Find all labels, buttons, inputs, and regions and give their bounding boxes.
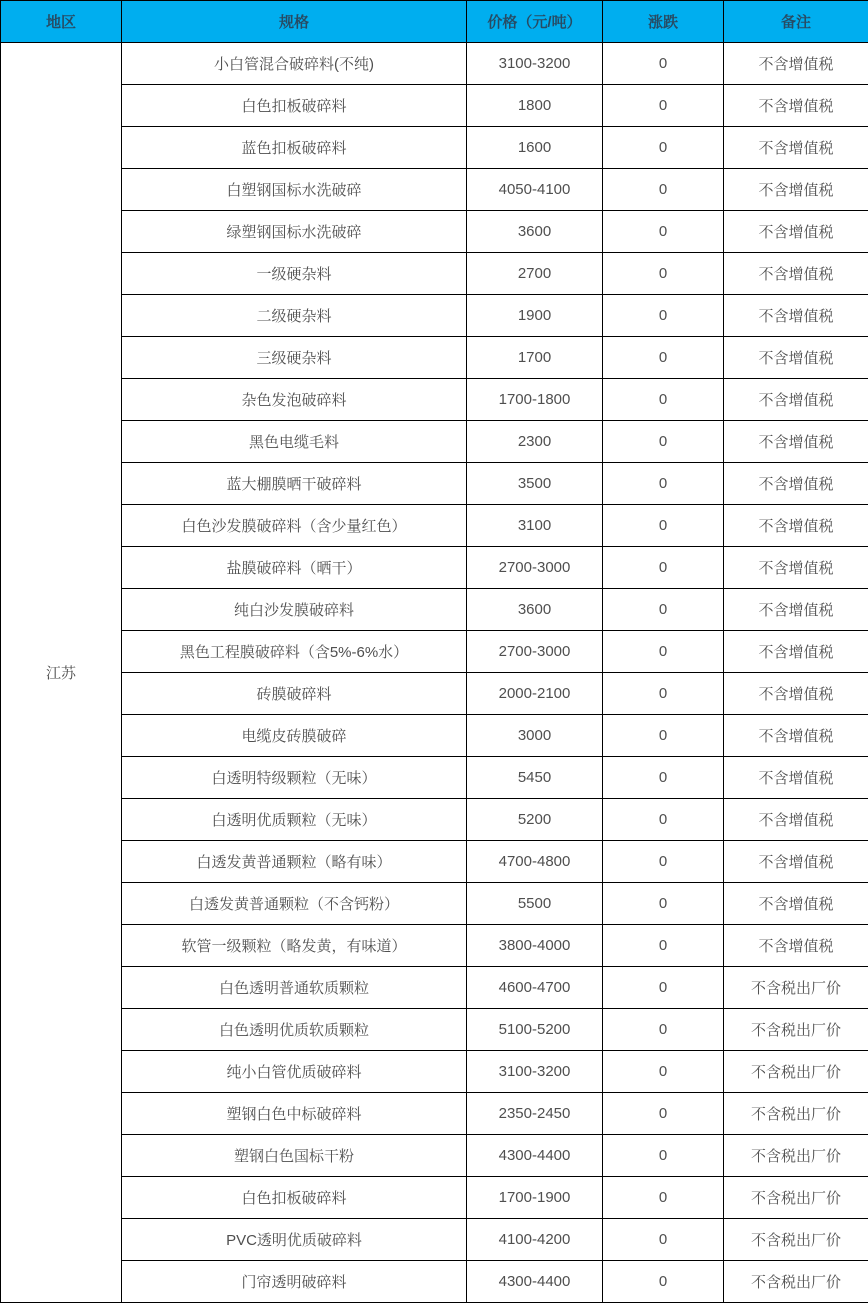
change-cell: 0 <box>603 631 724 673</box>
table-row <box>1 1009 868 1051</box>
spec-cell: 白塑钢国标水洗破碎 <box>122 169 467 211</box>
table-row <box>1 505 868 547</box>
spec-cell: 门帘透明破碎料 <box>122 1261 467 1303</box>
remark-cell: 不含增值税 <box>724 337 868 379</box>
change-cell: 0 <box>603 589 724 631</box>
table-row <box>1 295 868 337</box>
price-cell: 5200 <box>467 799 603 841</box>
price-cell: 5500 <box>467 883 603 925</box>
change-cell: 0 <box>603 883 724 925</box>
change-cell: 0 <box>603 211 724 253</box>
price-cell: 1600 <box>467 127 603 169</box>
spec-cell: 蓝大棚膜晒干破碎料 <box>122 463 467 505</box>
spec-cell: 砖膜破碎料 <box>122 673 467 715</box>
table-row <box>1 673 868 715</box>
header-spec: 规格 <box>122 1 467 43</box>
remark-cell: 不含税出厂价 <box>724 1009 868 1051</box>
table-row <box>1 337 868 379</box>
price-cell: 4300-4400 <box>467 1261 603 1303</box>
table-row <box>1 631 868 673</box>
spec-cell: 白色沙发膜破碎料（含少量红色） <box>122 505 467 547</box>
price-cell: 1700-1800 <box>467 379 603 421</box>
price-cell: 2300 <box>467 421 603 463</box>
spec-cell: 白透发黄普通颗粒（不含钙粉） <box>122 883 467 925</box>
change-cell: 0 <box>603 799 724 841</box>
change-cell: 0 <box>603 1219 724 1261</box>
price-cell: 3000 <box>467 715 603 757</box>
change-cell: 0 <box>603 505 724 547</box>
spec-cell: 白色扣板破碎料 <box>122 1177 467 1219</box>
remark-cell: 不含增值税 <box>724 589 868 631</box>
remark-cell: 不含税出厂价 <box>724 1093 868 1135</box>
table-row <box>1 85 868 127</box>
header-price: 价格（元/吨） <box>467 1 603 43</box>
remark-cell: 不含增值税 <box>724 757 868 799</box>
remark-cell: 不含增值税 <box>724 43 868 85</box>
spec-cell: 白色透明优质软质颗粒 <box>122 1009 467 1051</box>
table-row <box>1 841 868 883</box>
spec-cell: 二级硬杂料 <box>122 295 467 337</box>
price-cell: 3100 <box>467 505 603 547</box>
change-cell: 0 <box>603 1261 724 1303</box>
change-cell: 0 <box>603 127 724 169</box>
table-row <box>1 715 868 757</box>
change-cell: 0 <box>603 715 724 757</box>
remark-cell: 不含增值税 <box>724 547 868 589</box>
change-cell: 0 <box>603 295 724 337</box>
table-row <box>1 379 868 421</box>
spec-cell: 蓝色扣板破碎料 <box>122 127 467 169</box>
remark-cell: 不含增值税 <box>724 421 868 463</box>
remark-cell: 不含税出厂价 <box>724 1219 868 1261</box>
price-cell: 3500 <box>467 463 603 505</box>
table-row <box>1 421 868 463</box>
price-cell: 3100-3200 <box>467 43 603 85</box>
change-cell: 0 <box>603 1093 724 1135</box>
header-change: 涨跌 <box>603 1 724 43</box>
price-cell: 1900 <box>467 295 603 337</box>
remark-cell: 不含税出厂价 <box>724 1177 868 1219</box>
change-cell: 0 <box>603 85 724 127</box>
spec-cell: 软管一级颗粒（略发黄，有味道） <box>122 925 467 967</box>
remark-cell: 不含增值税 <box>724 127 868 169</box>
remark-cell: 不含增值税 <box>724 883 868 925</box>
table-row <box>1 967 868 1009</box>
change-cell: 0 <box>603 925 724 967</box>
change-cell: 0 <box>603 421 724 463</box>
price-cell: 4700-4800 <box>467 841 603 883</box>
spec-cell: 黑色工程膜破碎料（含5%-6%水） <box>122 631 467 673</box>
remark-cell: 不含增值税 <box>724 379 868 421</box>
spec-cell: 白透发黄普通颗粒（略有味） <box>122 841 467 883</box>
remark-cell: 不含增值税 <box>724 799 868 841</box>
price-cell: 3100-3200 <box>467 1051 603 1093</box>
spec-cell: 盐膜破碎料（晒干） <box>122 547 467 589</box>
table-row <box>1 1261 868 1303</box>
price-cell: 2700-3000 <box>467 631 603 673</box>
spec-cell: 一级硬杂料 <box>122 253 467 295</box>
price-cell: 2700-3000 <box>467 547 603 589</box>
remark-cell: 不含税出厂价 <box>724 1051 868 1093</box>
change-cell: 0 <box>603 379 724 421</box>
remark-cell: 不含增值税 <box>724 673 868 715</box>
table-body <box>1 43 868 1303</box>
price-cell: 1700-1900 <box>467 1177 603 1219</box>
change-cell: 0 <box>603 841 724 883</box>
table-row <box>1 799 868 841</box>
remark-cell: 不含增值税 <box>724 925 868 967</box>
change-cell: 0 <box>603 1177 724 1219</box>
spec-cell: 绿塑钢国标水洗破碎 <box>122 211 467 253</box>
change-cell: 0 <box>603 673 724 715</box>
spec-cell: 三级硬杂料 <box>122 337 467 379</box>
header-region: 地区 <box>1 1 122 43</box>
table-row <box>1 1093 868 1135</box>
spec-cell: 黑色电缆毛料 <box>122 421 467 463</box>
spec-cell: 电缆皮砖膜破碎 <box>122 715 467 757</box>
spec-cell: 白色透明普通软质颗粒 <box>122 967 467 1009</box>
table-row <box>1 547 868 589</box>
table-row <box>1 1051 868 1093</box>
spec-cell: PVC透明优质破碎料 <box>122 1219 467 1261</box>
price-cell: 4100-4200 <box>467 1219 603 1261</box>
price-cell: 4600-4700 <box>467 967 603 1009</box>
price-cell: 1800 <box>467 85 603 127</box>
change-cell: 0 <box>603 757 724 799</box>
change-cell: 0 <box>603 169 724 211</box>
spec-cell: 小白管混合破碎料(不纯) <box>122 43 467 85</box>
change-cell: 0 <box>603 1135 724 1177</box>
price-cell: 2700 <box>467 253 603 295</box>
header-row <box>1 1 868 43</box>
change-cell: 0 <box>603 43 724 85</box>
region-cell: 江苏 <box>1 43 122 1303</box>
change-cell: 0 <box>603 253 724 295</box>
table-row <box>1 883 868 925</box>
table-row <box>1 463 868 505</box>
remark-cell: 不含增值税 <box>724 85 868 127</box>
table-row <box>1 43 868 85</box>
spec-cell: 纯小白管优质破碎料 <box>122 1051 467 1093</box>
price-cell: 1700 <box>467 337 603 379</box>
table-row <box>1 589 868 631</box>
price-cell: 3600 <box>467 589 603 631</box>
remark-cell: 不含增值税 <box>724 463 868 505</box>
change-cell: 0 <box>603 1009 724 1051</box>
remark-cell: 不含增值税 <box>724 631 868 673</box>
price-cell: 4300-4400 <box>467 1135 603 1177</box>
remark-cell: 不含增值税 <box>724 841 868 883</box>
table-row <box>1 1177 868 1219</box>
remark-cell: 不含税出厂价 <box>724 1135 868 1177</box>
price-cell: 2350-2450 <box>467 1093 603 1135</box>
remark-cell: 不含增值税 <box>724 505 868 547</box>
price-cell: 5450 <box>467 757 603 799</box>
table-row <box>1 127 868 169</box>
spec-cell: 塑钢白色中标破碎料 <box>122 1093 467 1135</box>
remark-cell: 不含增值税 <box>724 169 868 211</box>
remark-cell: 不含增值税 <box>724 295 868 337</box>
change-cell: 0 <box>603 967 724 1009</box>
spec-cell: 杂色发泡破碎料 <box>122 379 467 421</box>
remark-cell: 不含税出厂价 <box>724 967 868 1009</box>
remark-cell: 不含增值税 <box>724 253 868 295</box>
price-cell: 2000-2100 <box>467 673 603 715</box>
remark-cell: 不含增值税 <box>724 715 868 757</box>
spec-cell: 白色扣板破碎料 <box>122 85 467 127</box>
spec-cell: 塑钢白色国标干粉 <box>122 1135 467 1177</box>
price-cell: 4050-4100 <box>467 169 603 211</box>
remark-cell: 不含增值税 <box>724 211 868 253</box>
spec-cell: 白透明特级颗粒（无味） <box>122 757 467 799</box>
table-row <box>1 1135 868 1177</box>
remark-cell: 不含税出厂价 <box>724 1261 868 1303</box>
spec-cell: 纯白沙发膜破碎料 <box>122 589 467 631</box>
table-header <box>1 1 868 43</box>
change-cell: 0 <box>603 463 724 505</box>
table-row <box>1 253 868 295</box>
table-row <box>1 211 868 253</box>
price-cell: 3800-4000 <box>467 925 603 967</box>
change-cell: 0 <box>603 1051 724 1093</box>
price-cell: 5100-5200 <box>467 1009 603 1051</box>
table-row <box>1 925 868 967</box>
table-row <box>1 757 868 799</box>
change-cell: 0 <box>603 547 724 589</box>
price-cell: 3600 <box>467 211 603 253</box>
table-row <box>1 169 868 211</box>
header-remark: 备注 <box>724 1 868 43</box>
table-row <box>1 1219 868 1261</box>
spec-cell: 白透明优质颗粒（无味） <box>122 799 467 841</box>
change-cell: 0 <box>603 337 724 379</box>
